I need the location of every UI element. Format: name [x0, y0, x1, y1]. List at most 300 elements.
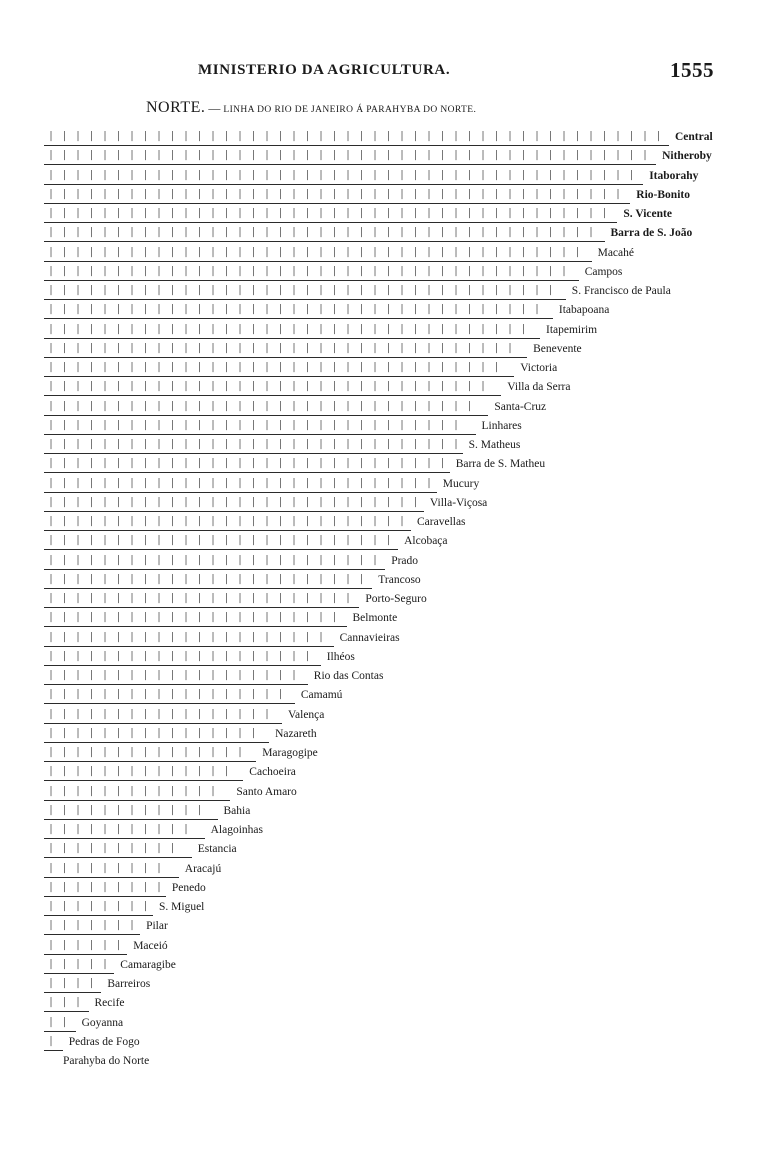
- distance-column-tick: │: [385, 343, 391, 354]
- distance-column-tick: │: [358, 382, 364, 393]
- distance-column-tick: │: [250, 536, 256, 547]
- distance-column-tick: │: [399, 286, 405, 296]
- distance-column-tick: │: [61, 1017, 67, 1028]
- distance-column-tick: │: [102, 382, 108, 393]
- distance-column-tick: │: [453, 286, 459, 296]
- distance-column-tick: │: [210, 671, 216, 681]
- distance-column-tick: │: [534, 305, 540, 316]
- distance-column-tick: │: [493, 305, 499, 316]
- distance-column-tick: │: [372, 517, 378, 527]
- distance-column-tick: │: [466, 247, 472, 258]
- distance-column-tick: │: [115, 517, 121, 527]
- distance-column-tick: │: [264, 305, 270, 316]
- distance-column-tick: │: [291, 247, 297, 258]
- distance-column-tick: │: [372, 420, 378, 431]
- row-rule: [44, 472, 450, 473]
- distance-column-tick: │: [615, 189, 621, 200]
- distance-column-tick: │: [61, 709, 67, 720]
- distance-column-tick: │: [88, 497, 94, 508]
- distance-column-tick: │: [75, 767, 81, 778]
- distance-column-tick: │: [250, 613, 256, 624]
- distance-column-tick: │: [196, 709, 202, 720]
- distance-column-tick: │: [480, 286, 486, 296]
- row-rule: [44, 607, 359, 608]
- distance-column-tick: │: [358, 324, 364, 335]
- distance-column-tick: │: [223, 343, 229, 354]
- distance-column-tick: │: [102, 805, 108, 816]
- distance-column-tick: │: [304, 305, 310, 316]
- distance-column-tick: │: [61, 497, 67, 508]
- distance-column-tick: │: [264, 478, 270, 489]
- distance-column-tick: │: [223, 671, 229, 681]
- distance-column-tick: │: [426, 170, 432, 181]
- distance-column-tick: │: [223, 189, 229, 200]
- distance-column-tick: │: [142, 189, 148, 200]
- distance-column-tick: │: [493, 132, 499, 142]
- distance-column-tick: │: [304, 228, 310, 239]
- distance-column-tick: │: [48, 632, 54, 643]
- distance-column-tick: │: [223, 401, 229, 412]
- distance-column-tick: │: [102, 613, 108, 624]
- distance-column-tick: │: [412, 363, 418, 373]
- station-name: S. Francisco de Paula: [571, 285, 671, 297]
- distance-column-tick: │: [102, 459, 108, 470]
- distance-column-tick: │: [48, 690, 54, 701]
- distance-column-tick: │: [210, 786, 216, 797]
- distance-column-tick: │: [345, 132, 351, 142]
- distance-column-tick: │: [129, 189, 135, 200]
- distance-column-tick: │: [412, 478, 418, 489]
- distance-column-tick: │: [142, 305, 148, 316]
- distance-column-tick: │: [264, 440, 270, 450]
- distance-column-tick: │: [75, 998, 81, 1009]
- distance-column-tick: │: [61, 940, 67, 951]
- distance-column-tick: │: [480, 151, 486, 162]
- distance-column-tick: │: [574, 247, 580, 258]
- distance-column-tick: │: [48, 266, 54, 277]
- distance-column-tick: │: [304, 189, 310, 200]
- station-name: S. Miguel: [159, 901, 205, 913]
- distance-column-tick: │: [142, 555, 148, 566]
- distance-column-tick: │: [102, 170, 108, 181]
- distance-column-tick: │: [88, 690, 94, 701]
- distance-column-tick: │: [183, 825, 189, 835]
- station-name: Caravellas: [417, 516, 466, 528]
- distance-column-tick: │: [102, 247, 108, 258]
- distance-column-tick: │: [48, 497, 54, 508]
- distance-column-tick: │: [615, 132, 621, 142]
- distance-column-tick: │: [169, 728, 175, 739]
- distance-column-tick: │: [534, 189, 540, 200]
- distance-column-tick: │: [264, 228, 270, 239]
- distance-column-tick: │: [75, 690, 81, 701]
- distance-column-tick: │: [318, 189, 324, 200]
- distance-column-tick: │: [520, 151, 526, 162]
- distance-column-tick: │: [48, 786, 54, 797]
- distance-column-tick: │: [250, 209, 256, 219]
- distance-column-tick: │: [493, 151, 499, 162]
- distance-column-tick: │: [250, 728, 256, 739]
- row-rule: [44, 915, 153, 916]
- distance-column-tick: │: [210, 690, 216, 701]
- distance-column-tick: │: [304, 151, 310, 162]
- distance-column-tick: │: [237, 555, 243, 566]
- distance-column-tick: │: [142, 690, 148, 701]
- distance-column-tick: │: [61, 921, 67, 932]
- distance-column-tick: │: [142, 825, 148, 835]
- distance-column-tick: │: [115, 555, 121, 566]
- distance-column-tick: │: [75, 536, 81, 547]
- distance-column-band: [44, 862, 179, 877]
- distance-column-tick: │: [345, 324, 351, 335]
- station-name: Santa-Cruz: [494, 400, 547, 413]
- distance-column-tick: │: [345, 459, 351, 470]
- distance-column-tick: │: [318, 497, 324, 508]
- distance-column-tick: │: [237, 151, 243, 162]
- distance-column-tick: │: [61, 805, 67, 816]
- distance-column-tick: │: [318, 209, 324, 219]
- distance-column-tick: │: [169, 132, 175, 142]
- distance-column-tick: │: [169, 266, 175, 277]
- distance-column-tick: │: [61, 209, 67, 219]
- distance-column-tick: │: [129, 632, 135, 643]
- distance-column-tick: │: [250, 671, 256, 681]
- table-title-line-description: LINHA DO RIO DE JANEIRO Á PARAHYBA DO NORTE.: [223, 105, 477, 115]
- distance-column-tick: │: [102, 594, 108, 604]
- row-rule: [44, 453, 463, 454]
- distance-column-tick: │: [183, 517, 189, 527]
- distance-column-tick: │: [466, 151, 472, 162]
- distance-column-tick: │: [129, 324, 135, 335]
- distance-column-tick: │: [345, 555, 351, 566]
- distance-column-tick: │: [277, 189, 283, 200]
- distance-column-tick: │: [277, 401, 283, 412]
- distance-column-tick: │: [547, 228, 553, 239]
- row-rule: [44, 395, 501, 396]
- distance-column-tick: │: [169, 786, 175, 797]
- distance-column-tick: │: [345, 478, 351, 489]
- row-rule: [44, 742, 269, 743]
- distance-column-tick: │: [412, 209, 418, 219]
- distance-column-tick: │: [115, 574, 121, 585]
- distance-column-tick: │: [183, 671, 189, 681]
- distance-column-tick: │: [358, 305, 364, 316]
- distance-column-tick: │: [169, 324, 175, 335]
- station-name: Aracajú: [184, 862, 222, 875]
- distance-column-tick: │: [196, 690, 202, 701]
- distance-column-tick: │: [169, 574, 175, 585]
- distance-column-tick: │: [399, 420, 405, 431]
- distance-column-tick: │: [61, 286, 67, 296]
- distance-column-tick: │: [183, 228, 189, 239]
- distance-column-tick: │: [115, 363, 121, 373]
- distance-column-tick: │: [547, 286, 553, 296]
- distance-column-tick: │: [210, 151, 216, 162]
- distance-column-tick: │: [75, 825, 81, 835]
- distance-column-tick: │: [480, 170, 486, 181]
- distance-column-tick: │: [88, 363, 94, 373]
- distance-column-tick: │: [102, 671, 108, 681]
- distance-column-tick: │: [642, 132, 648, 142]
- distance-column-tick: │: [142, 209, 148, 219]
- distance-column-tick: │: [61, 324, 67, 335]
- distance-column-tick: │: [561, 132, 567, 142]
- distance-column-tick: │: [196, 613, 202, 624]
- distance-column-tick: │: [412, 401, 418, 412]
- distance-column-tick: │: [237, 440, 243, 450]
- distance-column-tick: │: [291, 286, 297, 296]
- distance-column-tick: │: [385, 324, 391, 335]
- distance-column-tick: │: [102, 266, 108, 277]
- distance-column-band: [44, 958, 114, 973]
- distance-column-tick: │: [426, 382, 432, 393]
- distance-column-tick: │: [466, 266, 472, 277]
- distance-column-tick: │: [439, 420, 445, 431]
- distance-column-tick: │: [102, 632, 108, 643]
- distance-column-tick: │: [156, 459, 162, 470]
- distance-column-tick: │: [61, 478, 67, 489]
- distance-column-tick: │: [129, 286, 135, 296]
- distance-column-tick: │: [345, 343, 351, 354]
- distance-column-tick: │: [142, 902, 148, 912]
- distance-column-tick: │: [88, 305, 94, 316]
- distance-column-tick: │: [493, 324, 499, 335]
- distance-column-tick: │: [466, 401, 472, 412]
- distance-column-tick: │: [453, 401, 459, 412]
- distance-column-tick: │: [48, 728, 54, 739]
- distance-column-tick: │: [291, 228, 297, 239]
- distance-column-tick: │: [142, 228, 148, 239]
- distance-column-tick: │: [142, 420, 148, 431]
- distance-column-tick: │: [115, 748, 121, 758]
- distance-column-tick: │: [75, 959, 81, 970]
- distance-column-tick: │: [291, 363, 297, 373]
- distance-column-tick: │: [223, 209, 229, 219]
- row-rule: [44, 626, 347, 627]
- station-name: Pedras de Fogo: [68, 1035, 140, 1048]
- distance-column-tick: │: [385, 209, 391, 219]
- distance-column-tick: │: [129, 555, 135, 566]
- distance-column-tick: │: [129, 228, 135, 239]
- distance-column-band: [44, 496, 424, 511]
- distance-column-tick: │: [88, 189, 94, 200]
- row-rule: [44, 665, 321, 666]
- distance-column-tick: │: [507, 228, 513, 239]
- distance-column-tick: │: [264, 651, 270, 662]
- distance-column-band: [44, 323, 540, 338]
- distance-column-tick: │: [264, 363, 270, 373]
- distance-column-tick: │: [520, 170, 526, 181]
- distance-column-tick: │: [183, 247, 189, 258]
- distance-column-band: [44, 631, 334, 646]
- distance-column-tick: │: [264, 382, 270, 393]
- distance-column-tick: │: [88, 921, 94, 932]
- distance-column-tick: │: [129, 863, 135, 874]
- distance-column-tick: │: [156, 825, 162, 835]
- distance-column-tick: │: [88, 517, 94, 527]
- distance-column-tick: │: [142, 651, 148, 662]
- distance-column-tick: │: [129, 594, 135, 604]
- distance-column-tick: │: [48, 1017, 54, 1028]
- distance-column-tick: │: [156, 343, 162, 354]
- distance-column-tick: │: [574, 151, 580, 162]
- distance-column-tick: │: [237, 632, 243, 643]
- distance-column-tick: │: [439, 247, 445, 258]
- station-name: Recife: [94, 997, 125, 1010]
- distance-column-tick: │: [156, 382, 162, 393]
- distance-column-tick: │: [88, 536, 94, 547]
- distance-column-tick: │: [129, 921, 135, 932]
- distance-column-tick: │: [277, 170, 283, 181]
- distance-column-tick: │: [399, 247, 405, 258]
- distance-column-tick: │: [48, 863, 54, 874]
- distance-column-tick: │: [196, 170, 202, 181]
- distance-column-tick: │: [372, 228, 378, 239]
- distance-column-tick: │: [331, 420, 337, 431]
- distance-column-tick: │: [237, 420, 243, 431]
- distance-column-tick: │: [115, 632, 121, 643]
- distance-column-tick: │: [115, 863, 121, 874]
- distance-column-tick: │: [210, 324, 216, 335]
- distance-column-tick: │: [183, 266, 189, 277]
- distance-column-tick: │: [223, 613, 229, 624]
- distance-column-tick: │: [439, 459, 445, 470]
- distance-column-tick: │: [520, 247, 526, 258]
- distance-column-tick: │: [210, 767, 216, 778]
- distance-column-tick: │: [61, 266, 67, 277]
- distance-column-tick: │: [196, 517, 202, 527]
- distance-column-tick: │: [372, 209, 378, 219]
- distance-column-tick: │: [385, 247, 391, 258]
- row-rule: [44, 318, 553, 319]
- distance-column-tick: │: [439, 228, 445, 239]
- distance-column-tick: │: [210, 613, 216, 624]
- distance-column-tick: │: [480, 209, 486, 219]
- distance-column-tick: │: [210, 478, 216, 489]
- distance-column-tick: │: [115, 497, 121, 508]
- distance-column-tick: │: [385, 401, 391, 412]
- distance-column-tick: │: [534, 247, 540, 258]
- row-rule: [44, 261, 592, 262]
- distance-column-tick: │: [250, 497, 256, 508]
- distance-column-tick: │: [588, 170, 594, 181]
- distance-column-tick: │: [466, 286, 472, 296]
- distance-column-tick: │: [88, 940, 94, 951]
- distance-column-tick: │: [304, 536, 310, 547]
- distance-column-tick: │: [439, 401, 445, 412]
- row-rule: [44, 761, 256, 762]
- distance-column-tick: │: [48, 517, 54, 527]
- distance-column-tick: │: [142, 459, 148, 470]
- distance-column-tick: │: [534, 266, 540, 277]
- distance-column-tick: │: [331, 382, 337, 393]
- station-name: Trancoso: [378, 573, 421, 586]
- distance-column-tick: │: [385, 266, 391, 277]
- distance-column-tick: │: [142, 574, 148, 585]
- distance-column-tick: │: [61, 959, 67, 970]
- distance-column-tick: │: [277, 151, 283, 162]
- distance-column-tick: │: [331, 459, 337, 470]
- distance-column-tick: │: [210, 343, 216, 354]
- distance-column-tick: │: [318, 132, 324, 142]
- distance-column-tick: │: [399, 382, 405, 393]
- distance-column-tick: │: [358, 228, 364, 239]
- distance-column-tick: │: [561, 266, 567, 277]
- distance-column-tick: │: [399, 517, 405, 527]
- distance-column-tick: │: [291, 651, 297, 662]
- station-name: Itabapoana: [558, 304, 610, 317]
- distance-column-band: [44, 573, 372, 588]
- distance-column-tick: │: [399, 189, 405, 200]
- distance-column-tick: │: [250, 247, 256, 258]
- distance-column-tick: │: [304, 459, 310, 470]
- distance-column-tick: │: [480, 247, 486, 258]
- distance-column-tick: │: [291, 536, 297, 547]
- distance-column-tick: │: [264, 671, 270, 681]
- distance-column-tick: │: [304, 209, 310, 219]
- distance-column-tick: │: [318, 440, 324, 450]
- distance-column-tick: │: [142, 863, 148, 874]
- distance-column-tick: │: [237, 728, 243, 739]
- distance-column-tick: │: [75, 902, 81, 912]
- distance-column-tick: │: [61, 536, 67, 547]
- distance-column-tick: │: [48, 343, 54, 354]
- distance-column-tick: │: [534, 151, 540, 162]
- distance-column-tick: │: [75, 420, 81, 431]
- distance-column-band: [44, 592, 359, 607]
- distance-column-tick: │: [345, 594, 351, 604]
- distance-column-tick: │: [129, 170, 135, 181]
- distance-column-tick: │: [277, 132, 283, 142]
- distance-column-tick: │: [507, 266, 513, 277]
- distance-column-tick: │: [129, 382, 135, 393]
- distance-column-tick: │: [183, 151, 189, 162]
- distance-column-tick: │: [129, 343, 135, 354]
- distance-column-tick: │: [210, 555, 216, 566]
- distance-column-tick: │: [439, 305, 445, 316]
- distance-column-tick: │: [156, 420, 162, 431]
- distance-column-tick: │: [250, 266, 256, 277]
- distance-column-tick: │: [331, 574, 337, 585]
- distance-column-tick: │: [210, 440, 216, 450]
- station-name: Maceió: [133, 939, 168, 952]
- distance-column-tick: │: [331, 132, 337, 142]
- distance-column-tick: │: [223, 651, 229, 662]
- distance-column-tick: │: [223, 305, 229, 316]
- distance-column-tick: │: [115, 459, 121, 470]
- distance-column-tick: │: [250, 440, 256, 450]
- distance-column-tick: │: [142, 497, 148, 508]
- distance-column-tick: │: [439, 132, 445, 142]
- distance-column-tick: │: [250, 420, 256, 431]
- distance-column-band: [44, 823, 205, 838]
- row-rule: [44, 241, 605, 242]
- distance-column-tick: │: [493, 363, 499, 373]
- distance-column-tick: │: [399, 478, 405, 489]
- distance-column-tick: │: [250, 478, 256, 489]
- distance-column-tick: │: [48, 940, 54, 951]
- distance-column-tick: │: [102, 882, 108, 893]
- distance-column-tick: │: [291, 517, 297, 527]
- distance-column-tick: │: [412, 228, 418, 239]
- distance-column-tick: │: [277, 478, 283, 489]
- distance-column-tick: │: [183, 459, 189, 470]
- distance-column-tick: │: [304, 594, 310, 604]
- distance-column-tick: │: [412, 324, 418, 335]
- distance-column-tick: │: [345, 440, 351, 450]
- distance-column-tick: │: [453, 440, 459, 450]
- row-rule: [44, 376, 514, 377]
